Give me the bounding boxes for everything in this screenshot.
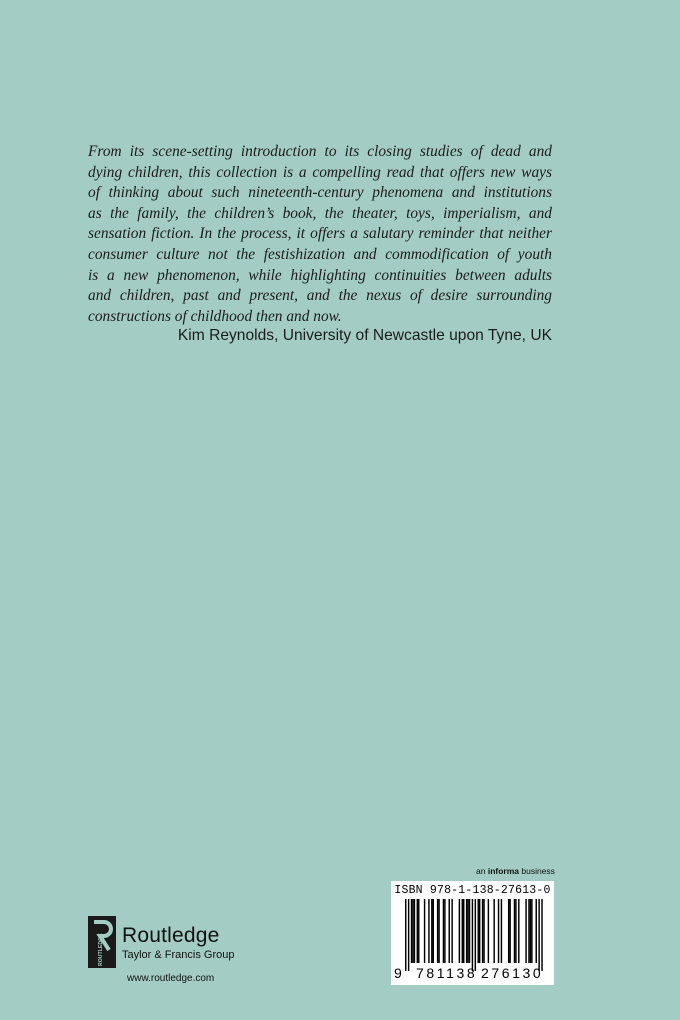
blurb-line: consumer culture not the festishization and commodification of youth bbox=[88, 245, 552, 263]
publisher-group: Taylor & Francis Group bbox=[122, 949, 235, 961]
barcode-bar bbox=[483, 899, 484, 963]
barcode-bar bbox=[443, 899, 444, 963]
barcode-bar bbox=[501, 899, 502, 963]
barcode-bar bbox=[538, 899, 539, 971]
barcode-bar bbox=[509, 899, 510, 963]
barcode-bar bbox=[412, 899, 413, 963]
barcode-bar bbox=[449, 899, 450, 963]
barcode-bar bbox=[498, 899, 499, 963]
review-blurb bbox=[88, 142, 552, 327]
barcode-bar bbox=[459, 899, 460, 963]
informa-business-tag bbox=[476, 866, 554, 876]
barcode-bar bbox=[463, 899, 464, 963]
barcode-bar bbox=[536, 899, 537, 963]
barcode-bar bbox=[433, 899, 434, 963]
publisher-website: www.routledge.com bbox=[127, 973, 215, 984]
routledge-logo-icon bbox=[88, 916, 116, 968]
barcode-bar bbox=[488, 899, 489, 963]
barcode-bar bbox=[414, 899, 415, 963]
isbn-barcode bbox=[391, 881, 554, 985]
blurb-line: is a new phenomenon, while highlighting continuities between adults bbox=[88, 266, 552, 284]
informa-suffix: business bbox=[519, 866, 555, 876]
informa-brand: informa bbox=[487, 866, 519, 876]
barcode-bar bbox=[515, 899, 516, 963]
barcode-bar bbox=[514, 899, 515, 963]
barcode-bar bbox=[469, 899, 470, 963]
barcode-digit-group: 781138 bbox=[416, 965, 478, 981]
barcode-bar bbox=[518, 899, 519, 963]
barcode-bar bbox=[530, 899, 531, 963]
publisher-name: Routledge bbox=[122, 924, 220, 947]
review-attribution: Kim Reynolds, University of Newcastle upon Tyne, UK bbox=[177, 327, 552, 344]
barcode-bar bbox=[444, 899, 445, 963]
barcode-bar bbox=[528, 899, 529, 963]
barcode-bar bbox=[462, 899, 463, 963]
barcode-bar bbox=[418, 899, 419, 963]
barcode-bar bbox=[431, 899, 432, 963]
barcode-bar bbox=[508, 899, 509, 963]
barcode-bar bbox=[405, 899, 406, 971]
barcode-bar bbox=[451, 899, 452, 963]
barcode-bar bbox=[525, 899, 526, 963]
barcode-bar bbox=[408, 899, 409, 971]
blurb-line: of thinking about such nineteenth-century phenomena and institutions bbox=[88, 184, 552, 202]
blurb-line: and children, past and present, and the nexus of desire surrounding bbox=[88, 287, 552, 305]
barcode-digit-group: 9 bbox=[394, 965, 402, 981]
barcode-bar bbox=[478, 899, 479, 963]
publisher-logo bbox=[122, 924, 234, 962]
blurb-line: as the family, the children’s book, the theater, toys, imperialism, and bbox=[88, 204, 552, 222]
barcode-bar bbox=[541, 899, 542, 971]
isbn-label: ISBN 978-1-138-27613-0 bbox=[394, 884, 551, 897]
barcode-bar bbox=[472, 899, 473, 971]
barcode-bar bbox=[424, 899, 425, 963]
barcode-bar bbox=[475, 899, 476, 971]
barcode-bar bbox=[467, 899, 468, 963]
blurb-line: From its scene-setting introduction to its closing studies of dead and bbox=[88, 143, 552, 160]
blurb-line: dying children, this collection is a compelling read that offers new ways bbox=[88, 163, 552, 181]
informa-prefix: an bbox=[476, 866, 488, 876]
blurb-line: constructions of childhood then and now. bbox=[88, 307, 342, 325]
blurb-line: sensation fiction. In the process, it offers a salutary reminder that neither bbox=[88, 225, 552, 243]
barcode-bar bbox=[411, 899, 412, 963]
logo-vertical-text: ROUTLEDGE bbox=[98, 933, 104, 966]
barcode-bar bbox=[438, 899, 439, 963]
barcode-digit-group: 276130 bbox=[481, 965, 544, 981]
barcode-bar bbox=[493, 899, 494, 963]
barcode-bar bbox=[531, 899, 532, 963]
barcode-bar bbox=[428, 899, 429, 963]
barcode-bar bbox=[417, 899, 418, 963]
barcode-bar bbox=[466, 899, 467, 963]
barcode-bar bbox=[437, 899, 438, 963]
barcode-bar bbox=[479, 899, 480, 963]
barcode-bar bbox=[482, 899, 483, 963]
